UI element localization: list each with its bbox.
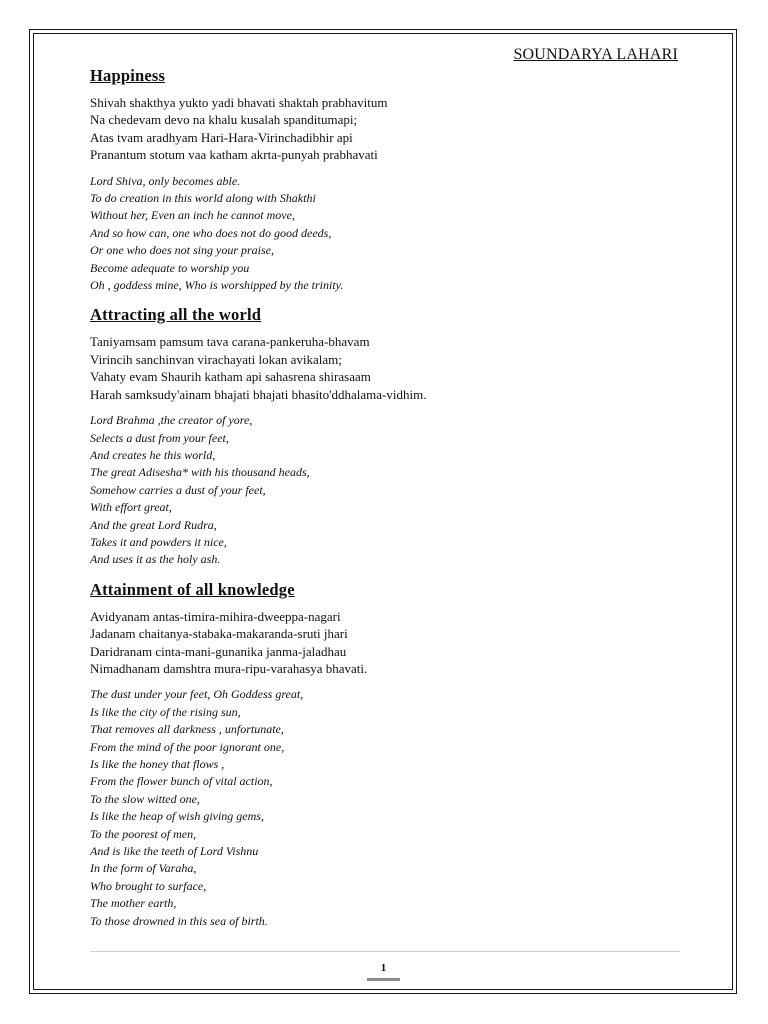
translation-line: The great Adisesha* with his thousand heads, (90, 465, 310, 480)
verse-line: Pranantum stotum vaa katham akrta-punyah prabhavati (90, 147, 378, 163)
sanskrit-verse (90, 94, 690, 164)
translation-line: Is like the city of the rising sun, (90, 704, 241, 719)
section-heading: Attainment of all knowledge (90, 579, 295, 599)
footer-divider (90, 951, 680, 952)
translation-line: And creates he this world, (90, 447, 216, 462)
verse-line: Jadanam chaitanya-stabaka-makaranda-sruti jhari (90, 626, 348, 642)
translation-line: Somehow carries a dust of your feet, (90, 482, 266, 497)
translation-line: Oh , goddess mine, Who is worshipped by the trinity. (90, 278, 344, 293)
translation-line: Who brought to surface, (90, 878, 207, 893)
translation-line: And so how can, one who does not do good deeds, (90, 225, 332, 240)
section-attainment-of-all-knowledge (90, 580, 690, 930)
translation-line: The mother earth, (90, 896, 177, 911)
translation-line: With effort great, (90, 500, 172, 515)
translation-line: To those drowned in this sea of birth. (90, 913, 268, 928)
translation-line: Lord Shiva, only becomes able. (90, 173, 241, 188)
verse-line: Avidyanam antas-timira-mihira-dweeppa-nagari (90, 608, 341, 624)
document-title: SOUNDARYA LAHARI (513, 46, 678, 63)
translation-line: That removes all darkness , unfortunate, (90, 722, 284, 737)
translation-line: Is like the heap of wish giving gems, (90, 809, 264, 824)
section-heading: Happiness (90, 66, 166, 85)
translation-line: And the great Lord Rudra, (90, 517, 217, 532)
translation-line: Without her, Even an inch he cannot move, (90, 208, 295, 223)
english-translation (90, 412, 690, 569)
translation-line: To the poorest of men, (90, 826, 197, 841)
translation-line: To the slow witted one, (90, 791, 200, 806)
translation-line: Or one who does not sing your praise, (90, 243, 274, 258)
translation-line: Is like the honey that flows , (90, 757, 225, 771)
verse-line: Taniyamsam pamsum tava carana-pankeruha-bhavam (90, 334, 370, 350)
page-number-underline (367, 978, 400, 981)
section-heading: Attracting all the world (90, 305, 262, 325)
sanskrit-verse (90, 333, 690, 403)
verse-line: Shivah shakthya yukto yadi bhavati shaktah prabhavitum (90, 95, 388, 110)
section-happiness (90, 66, 690, 294)
translation-line: Lord Brahma ,the creator of yore, (90, 413, 253, 428)
section-attracting-all-the-world (90, 305, 690, 568)
verse-line: Virincih sanchinvan virachayati lokan avikalam; (90, 351, 342, 367)
verse-line: Nimadhanam damshtra mura-ripu-varahasya bhavati. (90, 660, 368, 676)
page-number-footer (367, 958, 400, 982)
translation-line: To do creation in this world along with Shakthi (90, 191, 316, 206)
sanskrit-verse (90, 608, 690, 678)
translation-line: Selects a dust from your feet, (90, 430, 229, 445)
page-content (90, 66, 690, 941)
verse-line: Na chedevam devo na khalu kusalah spanditumapi; (90, 112, 358, 128)
verse-line: Daridranam cinta-mani-gunanika janma-jaladhau (90, 643, 347, 659)
translation-line: Takes it and powders it nice, (90, 534, 227, 549)
translation-line: And uses it as the holy ash. (90, 552, 221, 567)
translation-line: In the form of Varaha, (90, 861, 197, 876)
english-translation (90, 173, 690, 295)
translation-line: And is like the teeth of Lord Vishnu (90, 844, 259, 859)
verse-line: Atas tvam aradhyam Hari-Hara-Virinchadibhir api (90, 129, 353, 145)
translation-line: From the mind of the poor ignorant one, (90, 739, 285, 754)
translation-line: The dust under your feet, Oh Goddess great, (90, 687, 304, 702)
verse-line: Vahaty evam Shaurih katham api sahasrena shirasaam (90, 369, 371, 385)
translation-line: Become adequate to worship you (90, 260, 250, 275)
page-number: 1 (380, 962, 387, 974)
translation-line: From the flower bunch of vital action, (90, 774, 273, 789)
english-translation (90, 686, 690, 930)
verse-line: Harah samksudy'ainam bhajati bhajati bhasito'ddhalama-vidhim. (90, 386, 427, 402)
